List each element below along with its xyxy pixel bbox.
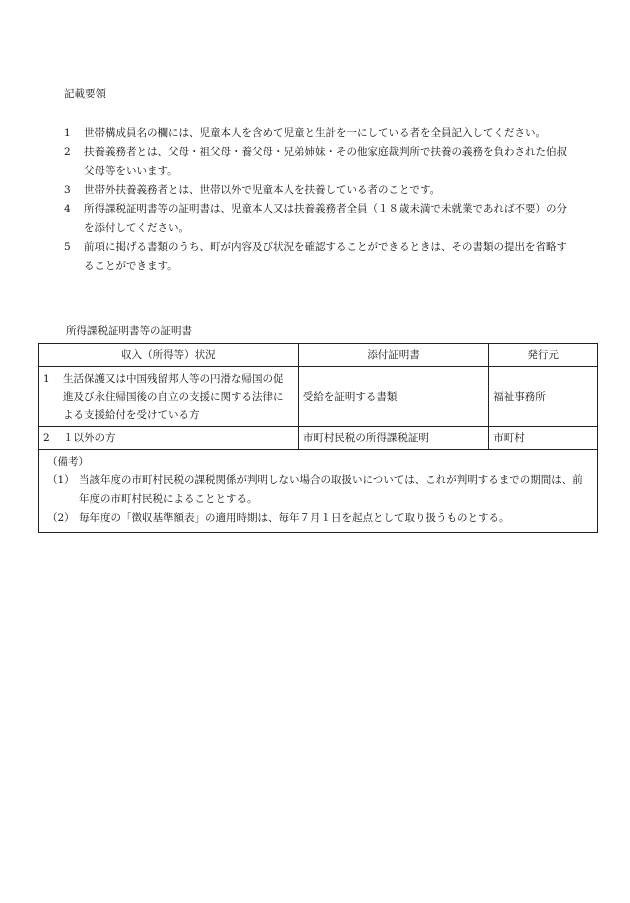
header-issuer: 発行元 [489, 344, 598, 367]
cell-issuer: 福祉事務所 [489, 367, 598, 427]
remark-item [47, 509, 593, 528]
instruction-item [64, 238, 568, 276]
table-header-row [39, 344, 598, 367]
item-number: 5 [64, 241, 71, 253]
remark-number: （2） [47, 512, 75, 524]
remark-item [47, 471, 593, 509]
instructions-list [64, 124, 568, 276]
header-certificate: 添付証明書 [298, 344, 488, 367]
instruction-item [64, 143, 568, 181]
page-title: 記載要領 [64, 88, 106, 100]
item-text: 世帯構成員名の欄には、児童本人を含めて児童と生計を一にしている者を全員記入してください。 [84, 127, 546, 139]
instruction-item [64, 200, 568, 238]
item-text: 世帯外扶養義務者とは、世帯以外で児童本人を扶養している者のことです。 [84, 184, 441, 196]
item-number: 4 [64, 203, 71, 215]
remark-text: 当該年度の市町村民税の課税関係が判明しない場合の取扱いについては、これが判明するまでの期間は、前年度の市町村民税によることとする。 [79, 474, 583, 505]
item-number: 3 [64, 184, 71, 196]
remarks-label: （備考） [47, 456, 89, 468]
instruction-item [64, 124, 568, 143]
cell-issuer: 市町村 [489, 427, 598, 450]
cell-status [39, 427, 299, 450]
item-text: 扶養義務者とは、父母・祖父母・養父母・兄弟姉妹・その他家庭裁判所で扶養の義務を負わされた伯叔父母等をいいます。 [84, 146, 567, 177]
remark-text: 毎年度の「徴収基準額表」の適用時期は、毎年７月１日を起点として取り扱うものとする。 [79, 512, 510, 524]
row-number: 2 [43, 432, 50, 444]
instruction-item [64, 181, 568, 200]
table-title: 所得課税証明書等の証明書 [66, 325, 192, 337]
remarks-cell [39, 450, 598, 533]
cell-certificate: 受給を証明する書類 [298, 367, 488, 427]
item-number: 2 [64, 146, 71, 158]
header-income-status: 収入（所得等）状況 [39, 344, 299, 367]
item-text: 前項に掲げる書類のうち、町が内容及び状況を確認することができるときは、その書類の提出を省略することができます。 [84, 241, 567, 272]
item-text: 所得課税証明書等の証明書は、児童本人又は扶養義務者全員（１８歳未満で未就業であれば不要）の分を添付してください。 [84, 203, 567, 234]
table-row [39, 427, 598, 450]
certificate-table [38, 343, 598, 533]
remark-number: （1） [47, 474, 75, 486]
status-text: 生活保護又は中国残留邦人等の円滑な帰国の促進及び永住帰国後の自立の支援に関する法律による支援給付を受けている方 [63, 372, 284, 421]
remarks-row [39, 450, 598, 533]
table-row [39, 367, 598, 427]
status-text: １以外の方 [63, 432, 116, 444]
cell-status [39, 367, 299, 427]
cell-certificate: 市町村民税の所得課税証明 [298, 427, 488, 450]
row-number: 1 [43, 372, 50, 385]
item-number: 1 [64, 127, 71, 139]
